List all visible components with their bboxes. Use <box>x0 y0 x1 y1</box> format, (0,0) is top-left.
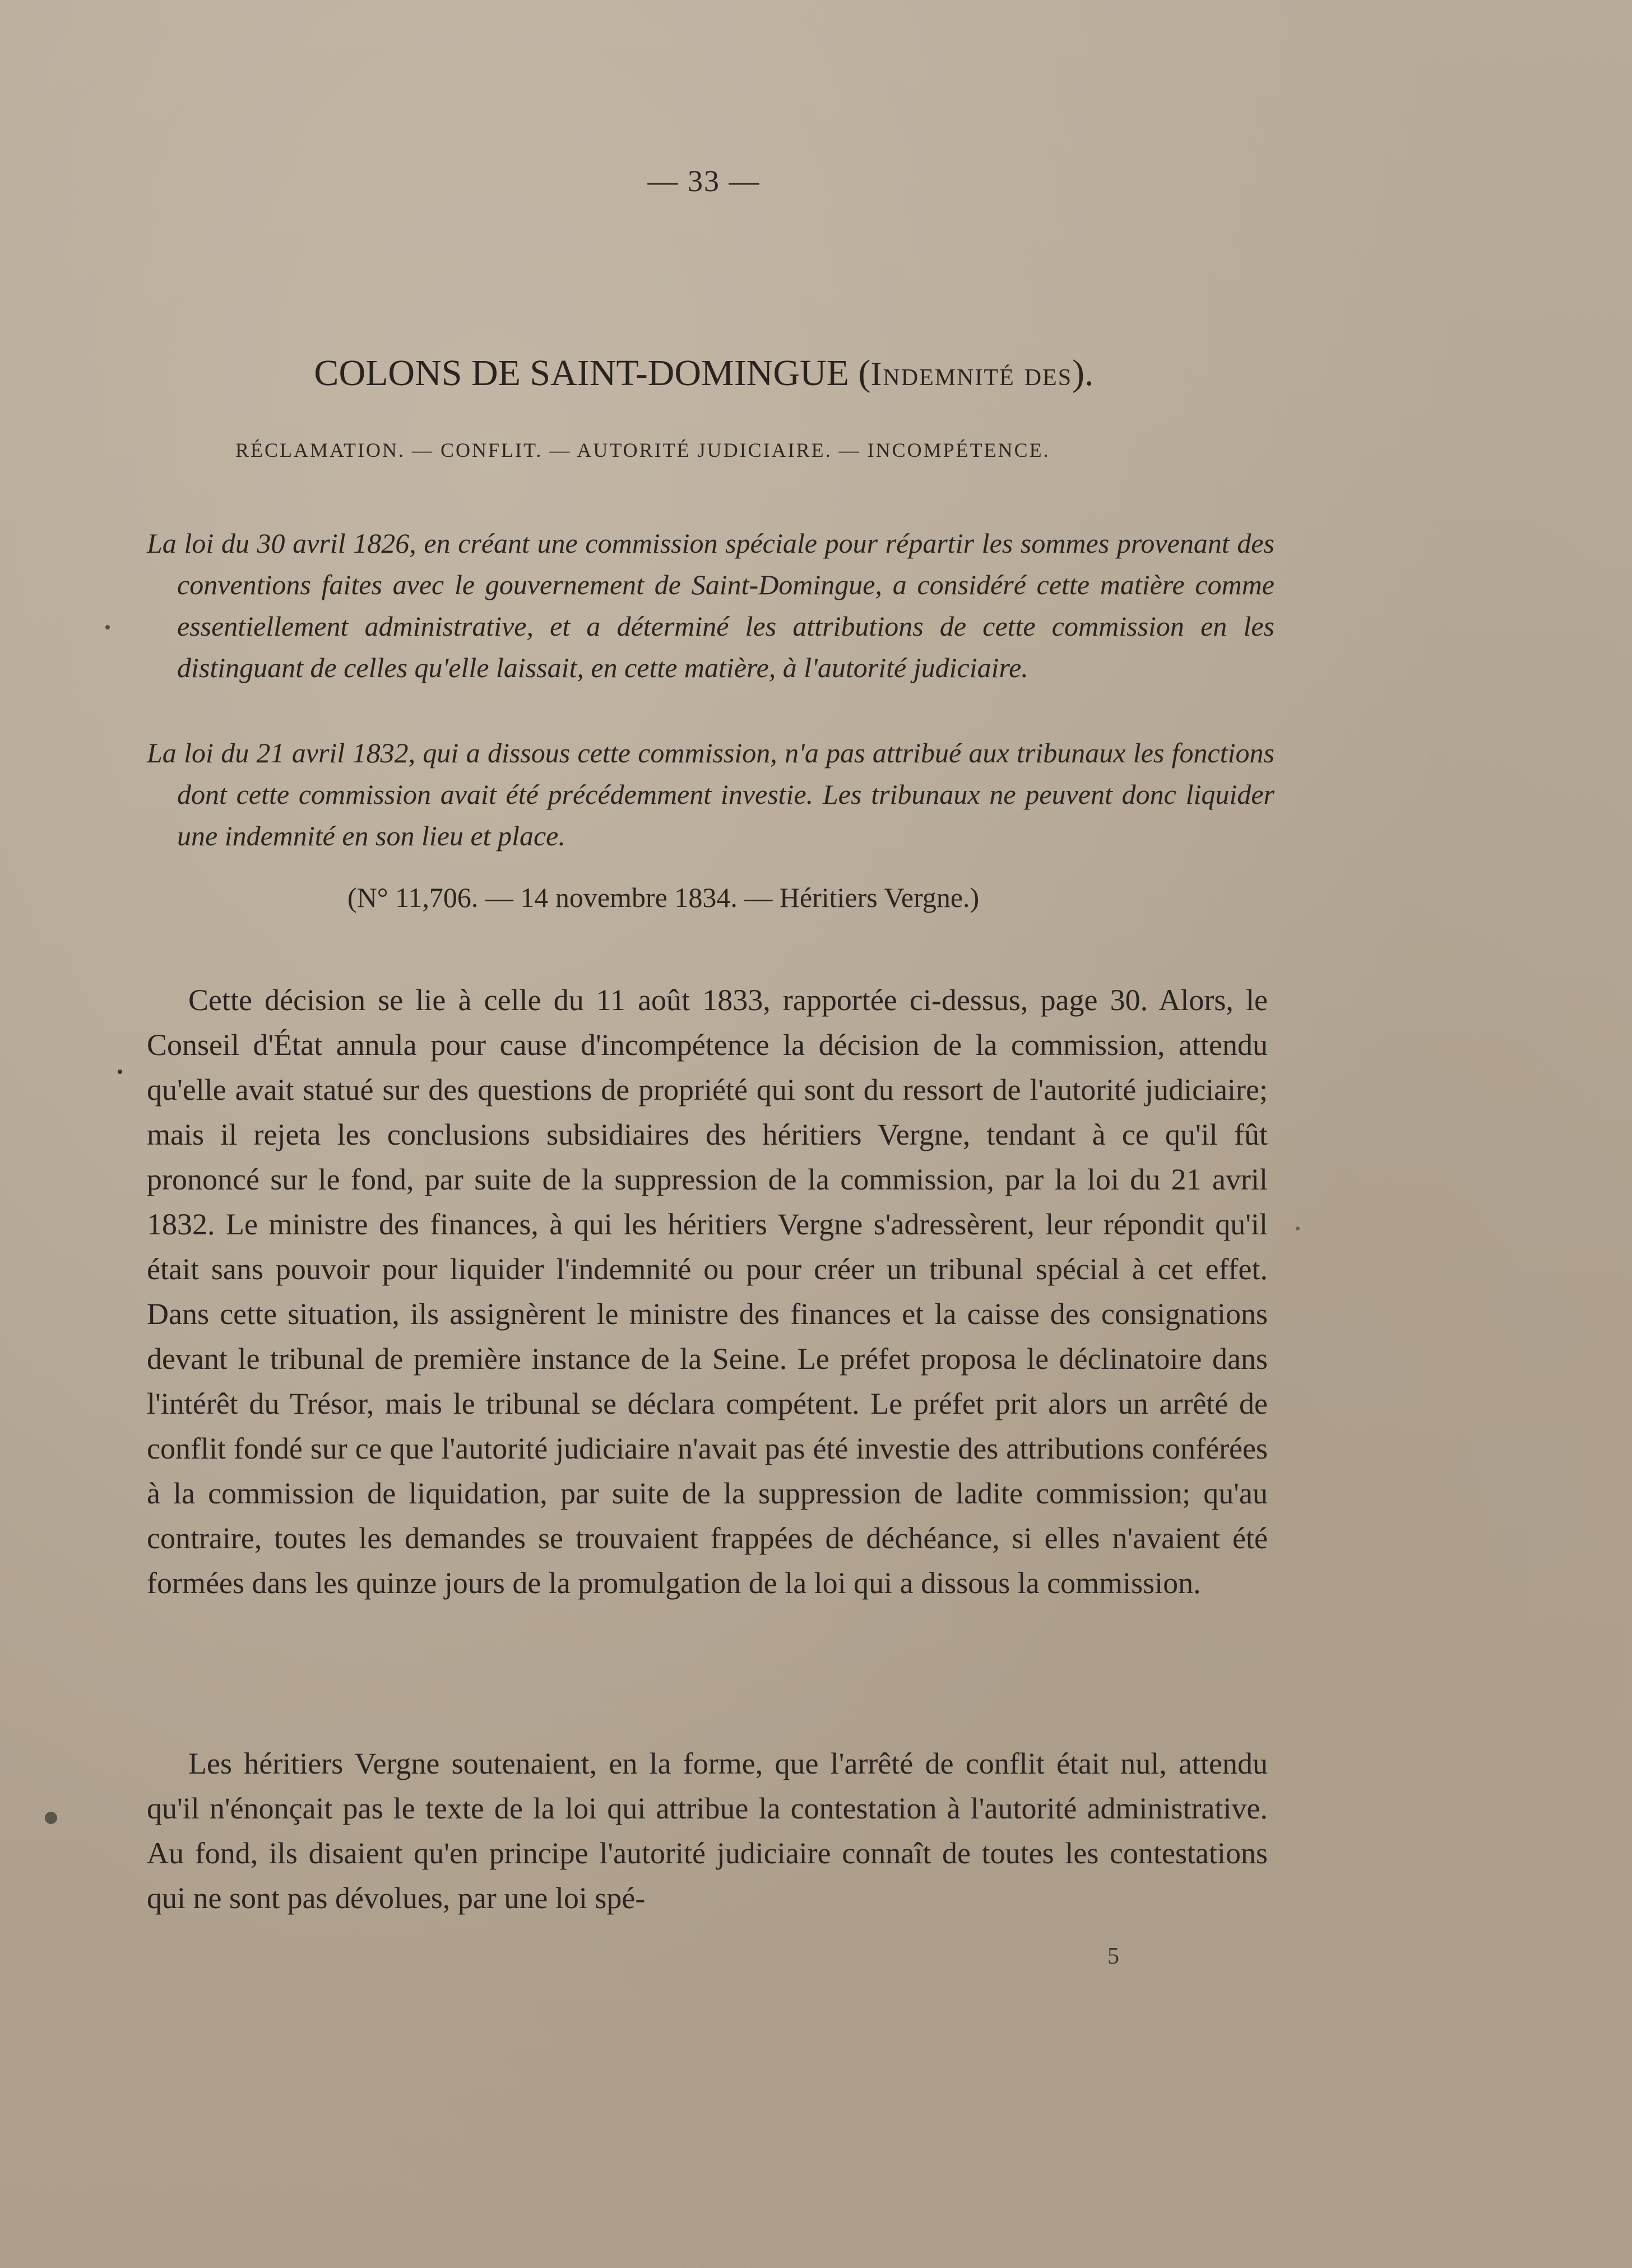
title-subtitle: Indemnité des <box>870 355 1073 392</box>
body-block-1 <box>147 978 1268 1605</box>
paper-speck <box>1296 1226 1300 1230</box>
title-main: COLONS DE SAINT-DOMINGUE ( <box>314 353 871 394</box>
summary-paragraph: La loi du 30 avril 1826, en créant une commission spéciale pour répartir les sommes provenant des conventions faites avec le gouvernement de Saint-Domingue, a considéré cette matière comme essentiellement administrative, et a déterminé les attributions de cette commission en les distinguant de celles qu'elle laissait, en cette matière, à l'autorité judiciaire. <box>147 527 1274 683</box>
case-citation: (N° 11,706. — 14 novembre 1834. — Héritiers Vergne.) <box>347 882 980 913</box>
page-number: — 33 — <box>647 164 761 198</box>
signature-mark: 5 <box>1107 1943 1119 1969</box>
paper-speck <box>45 1812 57 1824</box>
body-block-2 <box>147 1741 1268 1920</box>
summary-paragraph: La loi du 21 avril 1832, qui a dissous cette commission, n'a pas attribué aux tribunaux les fonctions dont cette commission avait été précédemment investie. Les tribunaux ne peuvent donc liquider une indemnité en son lieu et place. <box>147 737 1274 851</box>
title-close: ). <box>1072 353 1094 394</box>
body-paragraph: Cette décision se lie à celle du 11 août 1833, rapportée ci-dessus, page 30. Alors, le Conseil d'État annula pour cause d'incompétence la décision de la commission, attendu qu'elle avait statué sur des questions de propriété qui sont du ressort de l'autorité judiciaire; mais il rejeta les conclusions subsidiaires des héritiers Vergne, tendant à ce qu'il fût prononcé sur le fond, par suite de la suppression de la commission, par la loi du 21 avril 1832. Le ministre des finances, à qui les héritiers Vergne s'adressèrent, leur répondit qu'il était sans pouvoir pour liquider l'indemnité ou pour créer un tribunal spécial à cet effet. Dans cette situation, ils assignèrent le ministre des finances et la caisse des consignations devant le tribunal de première instance de la Seine. Le préfet proposa le déclinatoire dans l'intérêt du Trésor, mais le tribunal se déclara compétent. Le préfet prit alors un arrêté de conflit fondé sur ce que l'autorité judiciaire n'avait pas été investie des attributions conférées à la commission de liquidation, par suite de la suppression de ladite commission; qu'au contraire, toutes les demandes se trouvaient frappées de déchéance, si elles n'avaient été formées dans les quinze jours de la promulgation de la loi qui a dissous la commission. <box>147 983 1268 1600</box>
paper-speck <box>118 1070 122 1074</box>
summary-block-2 <box>147 732 1274 857</box>
page-title <box>0 352 1408 395</box>
body-paragraph: Les héritiers Vergne soutenaient, en la forme, que l'arrêté de conflit était nul, attendu qu'il n'énonçait pas le texte de la loi qui attribue la contestation à l'autorité administrative. Au fond, ils disaient qu'en principe l'autorité judiciaire connaît de toutes les contestations qui ne sont pas dévolues, par une loi spé- <box>147 1747 1268 1915</box>
paper-speck <box>105 625 110 630</box>
keywords-line: RÉCLAMATION. — CONFLIT. — AUTORITÉ JUDICIAIRE. — INCOMPÉTENCE. <box>235 439 1050 461</box>
summary-block-1 <box>147 522 1274 688</box>
